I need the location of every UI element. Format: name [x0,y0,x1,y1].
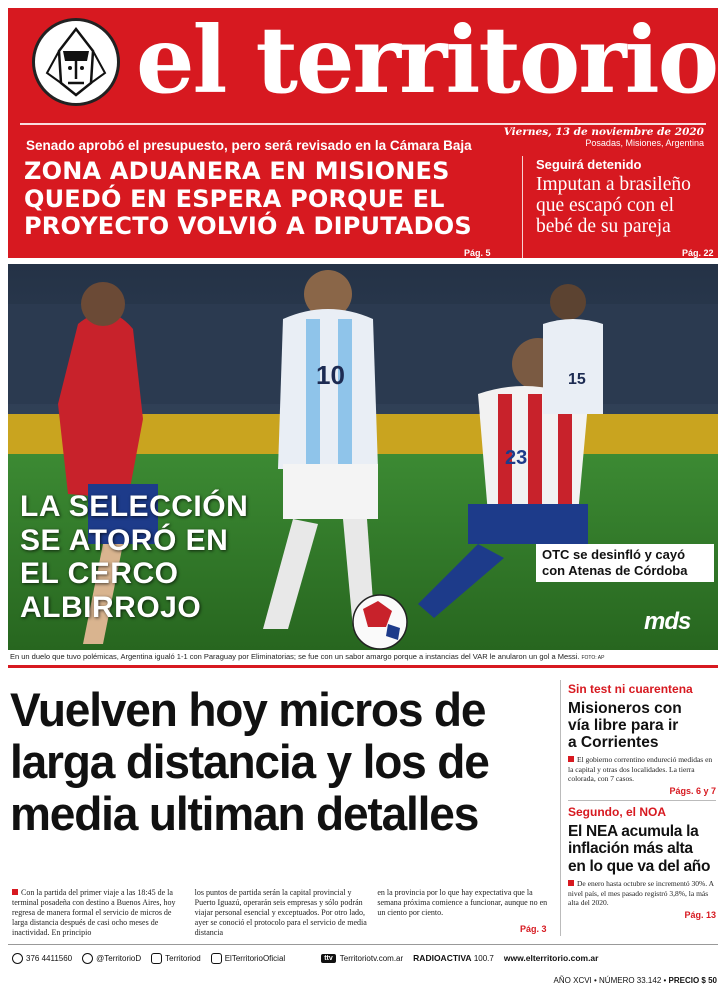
instagram-icon [211,953,222,964]
body-column-text: en la provincia por lo que hay expectativa que la semana próxima comience a funcionar, aunque no en un ciento por ciento. [377,888,548,917]
tv-link[interactable] [321,954,403,963]
body-column-text: los puntos de partida serán la capital provincial y Puerto Iguazú, operarán seis empresas y sólo podrán viajar personal esencial y exceptuados. Por otro lado, ayer se conoció el protocolo para el servicio de media distancia [194,888,367,937]
jersey-number: 10 [316,360,345,390]
photo-caption [10,652,716,661]
tv-site: Territoriotv.com.ar [339,953,404,963]
body-column [195,888,368,938]
sidebar [568,682,716,920]
jersey-number: 23 [505,447,528,469]
edition-number: AÑO XCVI • NÚMERO 33.142 • [553,976,667,985]
header-column-divider [522,156,523,262]
header-divider [20,123,706,125]
teaser-line: con Atenas de Córdoba [542,563,688,578]
sidebar-body-text: El gobierno correntino endureció medidas en la capital y otras dos localidades. La tierra colorada, con 7 casos. [568,755,713,783]
footer-bar [12,950,718,966]
sidebar-body [568,879,716,908]
sidebar-divider [560,680,561,936]
sidebar-page-ref: Pág. 13 [684,909,716,920]
headline-line: que escapó con el [536,195,675,216]
headline-line: QUEDÓ EN ESPERA PORQUE EL [24,184,445,213]
top-story-headline[interactable] [24,158,504,241]
headline-line: SE ATORÓ EN [20,523,229,557]
sidebar-story[interactable] [568,805,716,920]
teaser-line: OTC se desinfló y cayó [542,547,686,562]
body-column-text: Con la partida del primer viaje a las 18:45 de la terminal posadeña con destino a Buenos Aires, hoy regresa de manera formal el servicio de micros de larga distancia después de casi ocho meses de inactividad. En principio [12,888,176,937]
red-bullet-icon [12,889,18,895]
website-url: www.elterritorio.com.ar [503,953,599,963]
red-bullet-icon [568,880,574,886]
whatsapp-contact[interactable] [12,953,72,964]
sidebar-body [568,755,716,784]
right-story-page-ref: Pág. 22 [682,248,714,258]
sponsor-logo: mds [644,608,691,635]
right-story-headline[interactable] [536,174,716,237]
instagram-handle: ElTerritorioOficial [224,953,286,963]
red-bullet-icon [568,756,574,762]
lead-story-page-ref: Pág. 3 [520,924,547,934]
edition-info [554,976,717,985]
lead-story-body [12,888,550,938]
sports-teaser-box[interactable] [536,544,714,582]
sidebar-story[interactable] [568,682,716,796]
tv-logo-icon: ttv [321,954,336,963]
masthead-title: el territorio [136,6,718,114]
radio-link[interactable] [413,953,494,963]
instagram-contact[interactable] [211,953,285,964]
headline-line: El NEA acumula la [568,822,699,840]
section-divider [8,665,718,668]
headline-line: ALBIRROJO [20,590,202,624]
headline-line: EL CERCO [20,557,179,590]
sidebar-separator [568,800,716,801]
headline-line: inflación más alta [568,840,693,857]
edition-date: Viernes, 13 de noviembre de 2020 [503,126,704,138]
twitter-contact[interactable] [82,953,141,964]
whatsapp-number: 376 4411560 [26,953,73,963]
headline-line: a Corrientes [568,734,659,751]
facebook-handle: Territoriod [165,953,201,963]
headline-line: PROYECTO VOLVIÓ A DIPUTADOS [24,212,472,240]
headline-line: vía libre para ir [568,717,679,734]
masthead-banner [8,8,718,258]
sidebar-kicker: Sin test ni cuarentena [568,682,693,696]
headline-line: en lo que va del año [568,857,711,875]
photo-credit: FOTO: AP [581,655,605,661]
front-photo [8,264,718,650]
facebook-contact[interactable] [151,953,201,964]
whatsapp-icon [12,953,23,964]
website-link[interactable] [504,953,599,963]
jersey-number: 15 [568,371,586,388]
edition-price: PRECIO $ 50 [668,976,717,985]
photo-story-headline[interactable] [20,490,248,624]
right-story-kicker: Seguirá detenido [536,157,642,172]
headline-line: ZONA ADUANERA EN MISIONES [24,157,450,185]
headline-line: Misioneros con [568,700,682,717]
twitter-handle: @TerritorioD [96,953,142,963]
headline-line: Imputan a brasileño [536,174,691,195]
headline-line: bebé de su pareja [536,216,671,237]
top-story-kicker: Senado aprobó el presupuesto, pero será revisado en la Cámara Baja [26,138,472,153]
top-story-page-ref: Pág. 5 [464,248,491,258]
facebook-icon [151,953,162,964]
caption-text: En un duelo que tuvo polémicas, Argentina igualó 1-1 con Paraguay por Eliminatorias; se fue con un sabor amargo porque a instancias del VAR le anularon un gol a Messi. [10,652,580,661]
edition-place: Posadas, Misiones, Argentina [585,138,704,148]
sidebar-body-text: De enero hasta octubre se incrementó 30%. A nivel país, el mes pasado registró 3,8%, la más alta del 2020. [568,879,714,907]
radio-frequency: 100.7 [473,953,494,963]
headline-line: LA SELECCIÓN [20,490,249,523]
newspaper-logo [32,18,120,106]
body-column [12,888,185,938]
tribal-face-icon [35,21,117,103]
sidebar-kicker: Segundo, el NOA [568,804,667,819]
lead-story-headline[interactable] [10,684,544,840]
headline-line: media ultiman detalles [10,787,479,840]
footer-divider [8,944,718,945]
sidebar-headline [568,700,716,751]
sidebar-page-ref: Págs. 6 y 7 [669,785,716,796]
sidebar-headline [568,823,716,876]
twitter-icon [82,953,93,964]
headline-line: larga distancia y los de [10,735,489,788]
radio-name: RADIOACTIVA [413,953,472,963]
headline-line: Vuelven hoy micros de [10,683,486,736]
